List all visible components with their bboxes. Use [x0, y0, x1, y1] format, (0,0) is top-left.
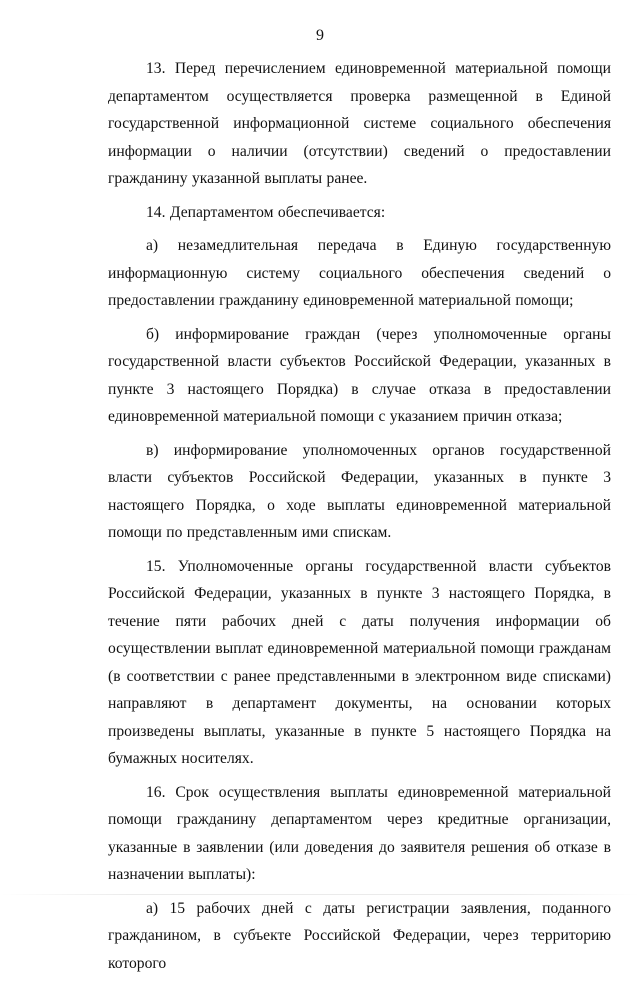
- paragraph-14: 14. Департаментом обеспечивается:: [146, 203, 386, 221]
- paragraph-16: 16. Срок осуществления выплаты единовременной материальной помощи гражданину департаментом через кредитные организации, указанные в заявлении (или доведения до заявителя решения об отказе в назначении выплаты):: [108, 783, 611, 883]
- scan-edge-line: [0, 894, 640, 895]
- document-body: [108, 55, 611, 983]
- paragraph-14-a: а) незамедлительная передача в Единую государственную информационную систему социального обеспечения сведений о предоставлении гражданину единовременной материальной помощи;: [108, 237, 611, 309]
- paragraph-14-b: б) информирование граждан (через уполномоченные органы государственной власти субъектов Российской Федерации, указанных в пункте 3 настоящего Порядка) в случае отказа в предоставлении единовременной материальной помощи с указанием причин отказа;: [108, 325, 611, 425]
- paragraph-15: 15. Уполномоченные органы государственной власти субъектов Российской Федерации, указанных в пункте 3 настоящего Порядка, в течение пяти рабочих дней с даты получения информации об осуществлении выплат единовременной материальной помощи гражданам (в соответствии с ранее представленными в электронном виде списками) направляют в департамент документы, на основании которых произведены выплаты, указанные в пункте 5 настоящего Порядка на бумажных носителях.: [108, 557, 611, 767]
- paragraph-13: 13. Перед перечислением единовременной материальной помощи департаментом осуществляется проверка размещенной в Единой государственной информационной системе социального обеспечения информации о наличии (отсутствии) сведений о предоставлении гражданину указанной выплаты ранее.: [108, 60, 611, 187]
- page-number: 9: [316, 27, 324, 44]
- paragraph-16-a: а) 15 рабочих дней с даты регистрации заявления, поданного гражданином, в субъекте Российской Федерации, через территорию которого: [108, 899, 611, 972]
- paragraph-14-v: в) информирование уполномоченных органов государственной власти субъектов Российской Федерации, указанных в пункте 3 настоящего Порядка, о ходе выплаты единовременной материальной помощи по представленным ими спискам.: [108, 441, 611, 541]
